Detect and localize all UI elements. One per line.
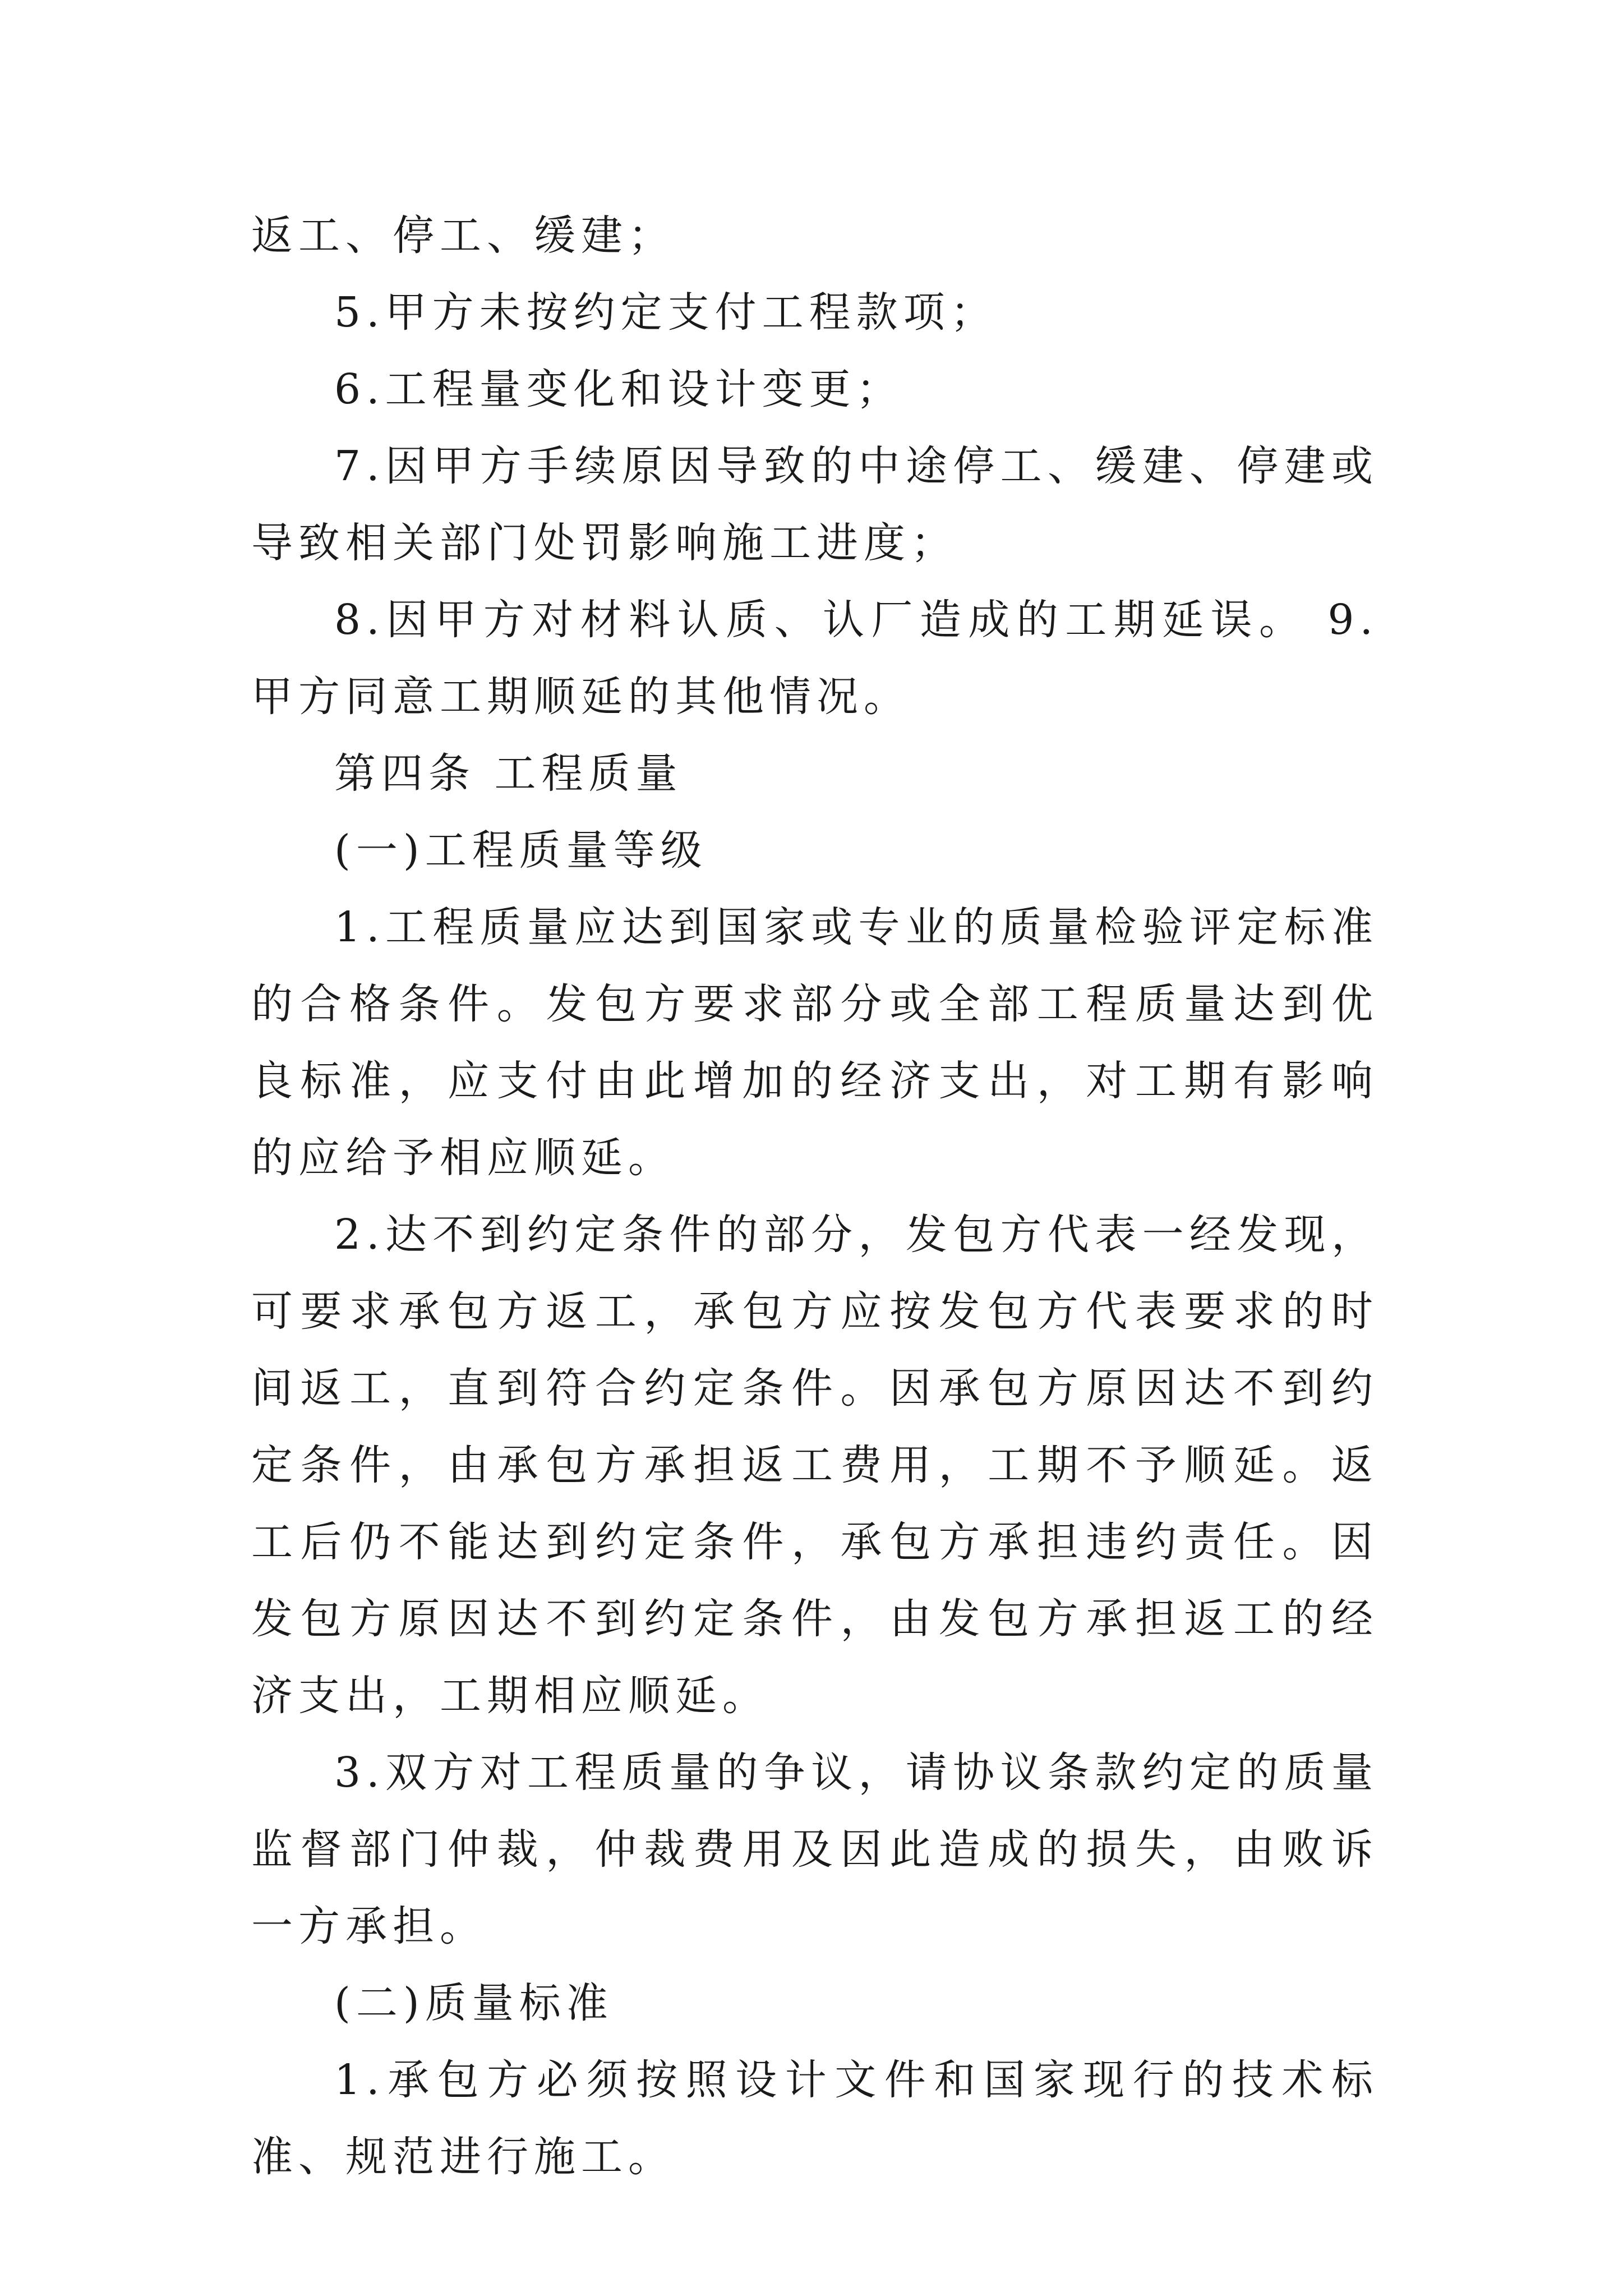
section-heading-article-4: 第四条 工程质量	[334, 749, 683, 798]
paragraph-quality-2: 2.达不到约定条件的部分，发包方代表一经发现，可要求承包方返工，承包方应按发包方代表要求的时间返工，直到符合约定条件。因承包方原因达不到约定条件，由承包方承担返工费用，工期不予顺延。返工后仍不能达到约定条件，承包方承担违约责任。因发包方原因达不到约定条件，由发包方承担返工的经济支出，工期相应顺延。	[251, 1211, 1378, 1720]
subsection-heading-quality-grade: (一)工程质量等级	[334, 826, 708, 875]
subsection-heading-quality-standard: (二)质量标准	[334, 1979, 614, 2027]
paragraph-item-7: 7.因甲方手续原因导致的中途停工、缓建、停建或导致相关部门处罚影响施工进度；	[251, 442, 1378, 567]
paragraph-item-5: 5.甲方未按约定支付工程款项；	[334, 288, 998, 337]
paragraph-quality-1: 1.工程质量应达到国家或专业的质量检验评定标准的合格条件。发包方要求部分或全部工程质量达到优良标准，应支付由此增加的经济支出，对工期有影响的应给予相应顺延。	[251, 903, 1378, 1182]
paragraph-continuation: 返工、停工、缓建；	[251, 211, 675, 260]
paragraph-item-6: 6.工程量变化和设计变更；	[334, 365, 903, 413]
paragraph-standard-1: 1.承包方必须按照设计文件和国家现行的技术标准、规范进行施工。	[251, 2056, 1378, 2181]
document-body	[251, 197, 1378, 2196]
paragraph-quality-3: 3.双方对工程质量的争议，请协议条款约定的质量监督部门仲裁，仲裁费用及因此造成的损失，由败诉一方承担。	[251, 1749, 1378, 1950]
paragraph-item-8-9: 8.因甲方对材料认质、认厂造成的工期延误。 9.甲方同意工期顺延的其他情况。	[251, 596, 1378, 721]
